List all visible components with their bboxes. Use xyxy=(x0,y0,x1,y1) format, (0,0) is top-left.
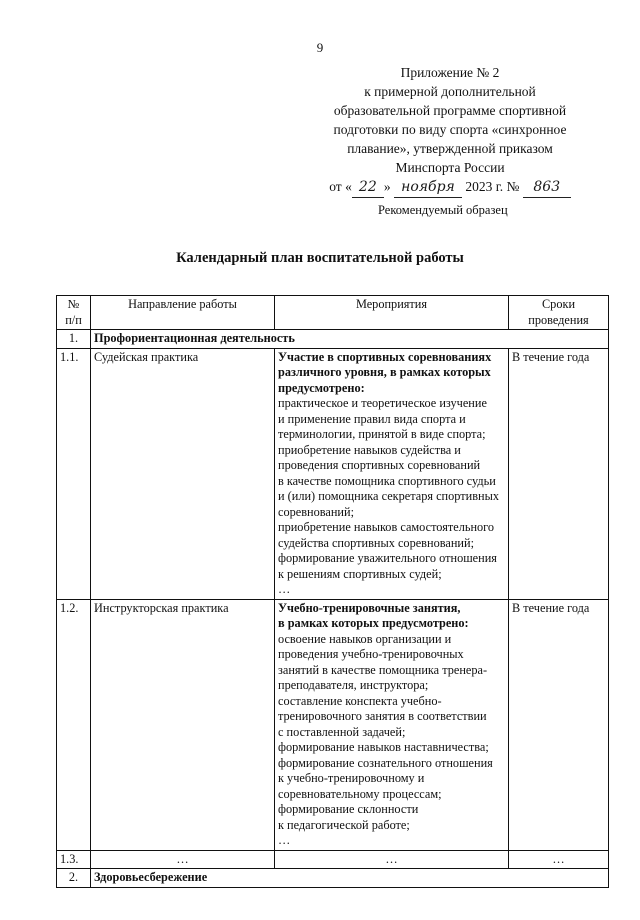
row-activities: … xyxy=(275,850,509,869)
activity-line: тренировочного занятия в соответствии xyxy=(278,709,487,723)
row-direction: Судейская практика xyxy=(91,348,275,599)
activity-line: и (или) помощника секретаря спортивных xyxy=(278,489,500,503)
activity-heading-line: Учебно-тренировочные занятия, xyxy=(278,600,461,615)
activity-line: … xyxy=(278,833,291,847)
activity-heading-line: предусмотрено: xyxy=(278,380,365,395)
activity-line: приобретение навыков самостоятельного xyxy=(278,520,495,534)
row-number: 1.1. xyxy=(57,348,91,599)
activity-line: освоение навыков организации и xyxy=(278,631,452,646)
activity-line: формирование сознательного отношения xyxy=(278,755,493,770)
activity-line: формирование навыков наставничества; xyxy=(278,740,489,754)
handwritten-month: ноября xyxy=(394,178,462,198)
table-row xyxy=(57,850,609,869)
row-activities xyxy=(275,599,509,850)
order-date-line xyxy=(300,177,600,198)
activity-line: терминологии, принятой в виде спорта; xyxy=(278,427,486,441)
activity-line: судейства спортивных соревнований; xyxy=(278,535,474,550)
table-row xyxy=(57,599,609,850)
activity-line: преподавателя, инструктора; xyxy=(278,678,429,692)
header-terms-line: Сроки xyxy=(541,297,576,311)
appendix-line: образовательной программе спортивной xyxy=(333,103,567,118)
row-number: 1.3. xyxy=(57,850,91,869)
row-activities xyxy=(275,348,509,599)
appendix-line: Приложение № 2 xyxy=(400,65,500,80)
handwritten-day: 22 xyxy=(352,178,384,198)
row-direction: Инструкторская практика xyxy=(91,599,275,850)
row-terms: В течение года xyxy=(509,348,609,599)
date-day-close: » xyxy=(383,179,391,194)
activity-line: занятий в качестве помощника тренера- xyxy=(278,662,488,677)
activity-heading-line: Участие в спортивных соревнованиях xyxy=(278,349,492,364)
section-number: 1. xyxy=(57,330,91,349)
activity-line: к решениям спортивных судей; xyxy=(278,566,442,581)
appendix-line: Минспорта России xyxy=(395,160,505,175)
activity-line: формирование склонности xyxy=(278,802,419,816)
recommended-sample-label: Рекомендуемый образец xyxy=(378,203,508,217)
appendix-line: плавание», утвержденной приказом xyxy=(347,141,553,156)
activity-line: к педагогической работе; xyxy=(278,817,410,832)
section-title: Здоровьесбережение xyxy=(91,869,609,888)
activity-heading-line: различного уровня, в рамках которых xyxy=(278,365,491,379)
header-number-line: № xyxy=(67,297,80,311)
row-number: 1.2. xyxy=(57,599,91,850)
activity-line: практическое и теоретическое изучение xyxy=(278,396,487,410)
appendix-line: к примерной дополнительной xyxy=(364,84,536,99)
header-number xyxy=(57,296,91,330)
date-prefix: от « xyxy=(329,179,352,194)
page-number: 9 xyxy=(316,40,324,55)
row-terms: … xyxy=(509,850,609,869)
table-row xyxy=(57,348,609,599)
section-row xyxy=(57,869,609,888)
appendix-line: подготовки по виду спорта «синхронное xyxy=(333,122,567,137)
activity-line: соревнований; xyxy=(278,504,355,519)
activity-line: формирование уважительного отношения xyxy=(278,551,497,565)
row-direction: … xyxy=(91,850,275,869)
header-direction: Направление работы xyxy=(91,296,275,330)
document-title: Календарный план воспитательной работы xyxy=(176,250,464,266)
activity-heading-line: в рамках которых предусмотрено: xyxy=(278,616,469,630)
section-row xyxy=(57,330,609,349)
activity-line: проведения учебно-тренировочных xyxy=(278,647,464,661)
activity-line: с поставленной задачей; xyxy=(278,724,406,739)
activity-line: проведения спортивных соревнований xyxy=(278,458,481,472)
activity-line: составление конспекта учебно- xyxy=(278,693,442,708)
activity-line: приобретение навыков судейства и xyxy=(278,442,461,457)
activity-line: к учебно-тренировочному и xyxy=(278,771,425,785)
appendix-block xyxy=(300,63,600,198)
activity-line: соревновательному процессам; xyxy=(278,786,442,801)
section-title: Профориентационная деятельность xyxy=(91,330,609,349)
year-text: 2023 г. № xyxy=(465,179,520,194)
header-number-line: п/п xyxy=(65,312,82,327)
header-terms-line: проведения xyxy=(528,312,589,327)
activity-line: и применение правил вида спорта и xyxy=(278,411,466,426)
activity-line: в качестве помощника спортивного судьи xyxy=(278,473,496,488)
activity-line: … xyxy=(278,582,291,596)
calendar-plan-table xyxy=(56,295,609,888)
section-number: 2. xyxy=(57,869,91,888)
header-terms xyxy=(509,296,609,330)
handwritten-order-number: 863 xyxy=(523,178,571,198)
row-terms: В течение года xyxy=(509,599,609,850)
header-activities: Мероприятия xyxy=(275,296,509,330)
table-header-row xyxy=(57,296,609,330)
